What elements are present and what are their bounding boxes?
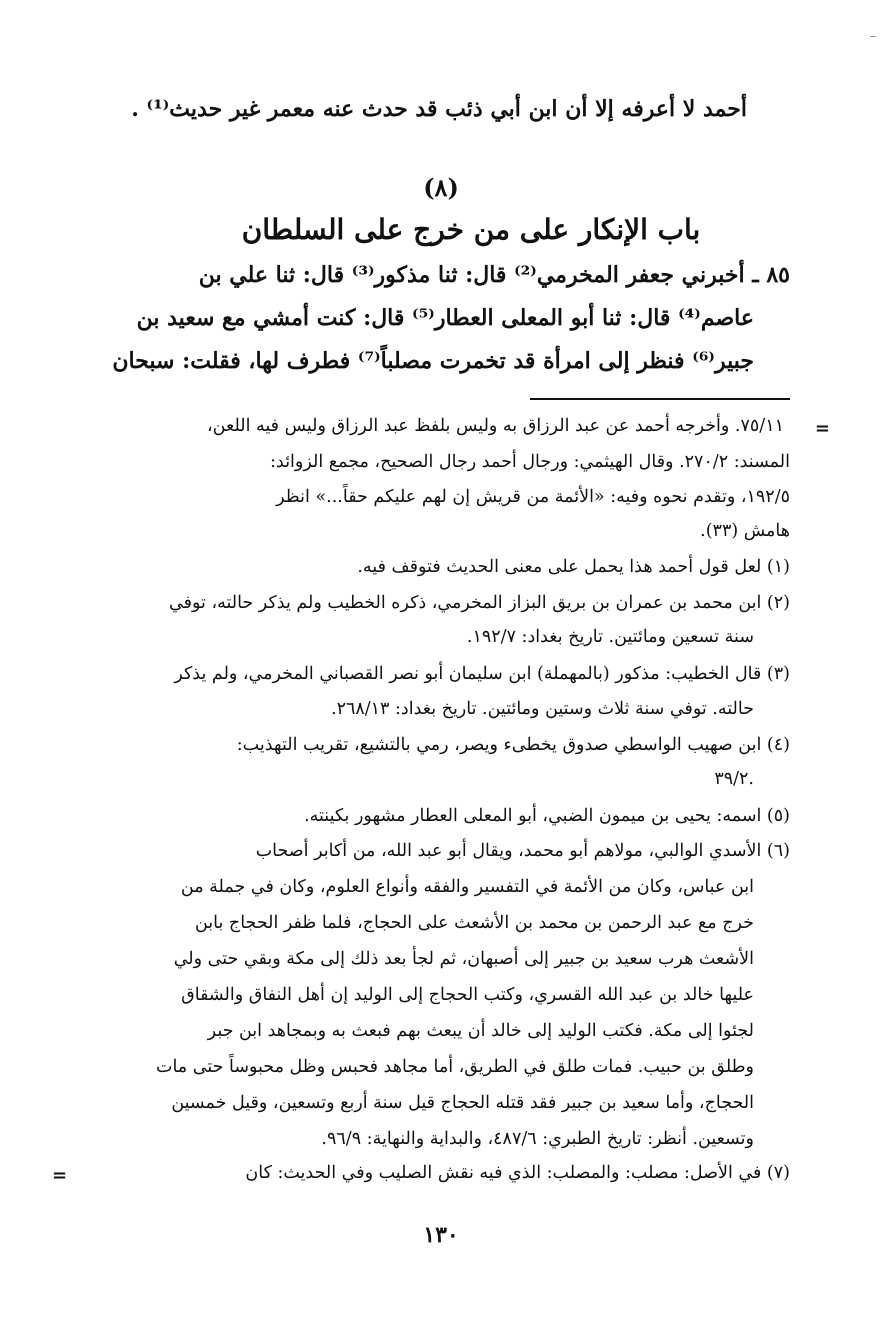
- footnote-7: (٧) في الأصل: مصلب: والمصلب: الذي فيه نقش الصليب وفي الحديث: كان: [245, 1163, 790, 1183]
- chapter-title: باب الإنكار على من خرج على السلطان: [241, 213, 701, 246]
- footnote-6-line-8: الحجاج، وأما سعيد بن جبير فقد قتله الحجاج قيل سنة أربع وتسعين، وقيل خمسين: [171, 1093, 754, 1113]
- footnote-3-line-1: (٣) قال الخطيب: مذكور (بالمهملة) ابن سليمان أبو نصر القصباني المخرمي، ولم يذكر: [174, 664, 790, 684]
- footnote-2-line-1: (٢) ابن محمد بن عمران بن بريق البزاز المخرمي، ذكره الخطيب ولم يذكر حالته، توفي: [169, 593, 790, 613]
- footnote-continuation-line-3: ١٩٢/٥، وتقدم نحوه وفيه: «الأئمة من قريش إن لهم عليكم حقاً...» انظر: [276, 487, 790, 507]
- footnote-4-line-2: .٣٩/٢: [714, 769, 754, 789]
- page-number: ١٣٠: [423, 1222, 459, 1248]
- footnote-2-line-2: سنة تسعين ومائتين. تاريخ بغداد: ١٩٢/٧.: [466, 627, 754, 647]
- hadith-line-1: ٨٥ ـ أخبرني جعفر المخرمي⁽²⁾ قال: ثنا مذكور⁽³⁾ قال: ثنا علي بن: [198, 262, 790, 288]
- footnote-3-line-2: حالته. توفي سنة ثلاث وستين ومائتين. تاريخ بغداد: ٢٦٨/١٣.: [330, 699, 754, 719]
- footnote-6-line-5: عليها خالد بن عبد الله القسري، وكتب الحجاج إلى الوليد إن أهل النفاق والشقاق: [181, 985, 754, 1005]
- continuation-mark: =: [814, 418, 830, 439]
- intro-line: أحمد لا أعرفه إلا أن ابن أبي ذئب قد حدث عنه معمر غير حديث⁽¹⁾ .: [131, 96, 747, 122]
- footnote-continuation-line-2: المسند: ٢٧٠/٢. وقال الهيثمي: ورجال أحمد رجال الصحيح، مجمع الزوائد:: [270, 452, 790, 472]
- footnote-6-line-6: لجئوا إلى مكة. فكتب الوليد إلى خالد أن يبعث بهم فبعث به وبمجاهد ابن جبر: [207, 1021, 754, 1041]
- end-continuation-mark: =: [52, 1165, 68, 1186]
- footnote-6-line-7: وطلق بن حبيب. فمات طلق في الطريق، أما مجاهد فحبس وظل محبوساً حتى مات: [156, 1057, 754, 1077]
- footnote-separator: [530, 398, 790, 400]
- footnote-4-line-1: (٤) ابن صهيب الواسطي صدوق يخطىء ويصر، رمي بالتشيع، تقريب التهذيب:: [236, 735, 790, 755]
- hadith-line-3: جبير⁽⁶⁾ فنظر إلى امرأة قد تخمرت مصلباً⁽⁷⁾ فطرف لها، فقلت: سبحان: [112, 348, 754, 374]
- footnote-1: (١) لعل قول أحمد هذا يحمل على معنى الحديث فتوقف فيه.: [357, 557, 790, 577]
- hadith-line-2: عاصم⁽⁴⁾ قال: ثنا أبو المعلى العطار⁽⁵⁾ قال: كنت أمشي مع سعيد بن: [136, 305, 754, 331]
- chapter-number: (٨): [423, 173, 459, 202]
- footnote-continuation-line-4: هامش (٣٣).: [700, 521, 790, 541]
- footnote-continuation-line-1: ٧٥/١١. وأخرجه أحمد عن عبد الرزاق به وليس بلفظ عبد الرزاق وليس فيه اللعن،: [207, 416, 784, 436]
- footnote-6-line-9: وتسعين. أنظر: تاريخ الطبري: ٤٨٧/٦، والبداية والنهاية: ٩٦/٩.: [321, 1129, 754, 1149]
- footnote-6-line-2: ابن عباس، وكان من الأئمة في التفسير والفقه وأنواع العلوم، وكان في جملة من: [180, 877, 754, 897]
- scan-mark: [870, 36, 876, 37]
- footnote-6-line-3: خرج مع عبد الرحمن بن محمد بن الأشعث على الحجاج، فلما ظفر الحجاج بابن: [194, 913, 754, 933]
- footnote-6-line-4: الأشعث هرب سعيد بن جبير إلى أصبهان، ثم لجأ بعد ذلك إلى مكة وبقي حتى ولي: [173, 949, 754, 969]
- footnote-6-line-1: (٦) الأسدي الوالبي، مولاهم أبو محمد، ويقال أبو عبد الله، من أكابر أصحاب: [255, 841, 790, 861]
- footnote-5: (٥) اسمه: يحيى بن ميمون الضبي، أبو المعلى العطار مشهور بكينته.: [304, 806, 790, 826]
